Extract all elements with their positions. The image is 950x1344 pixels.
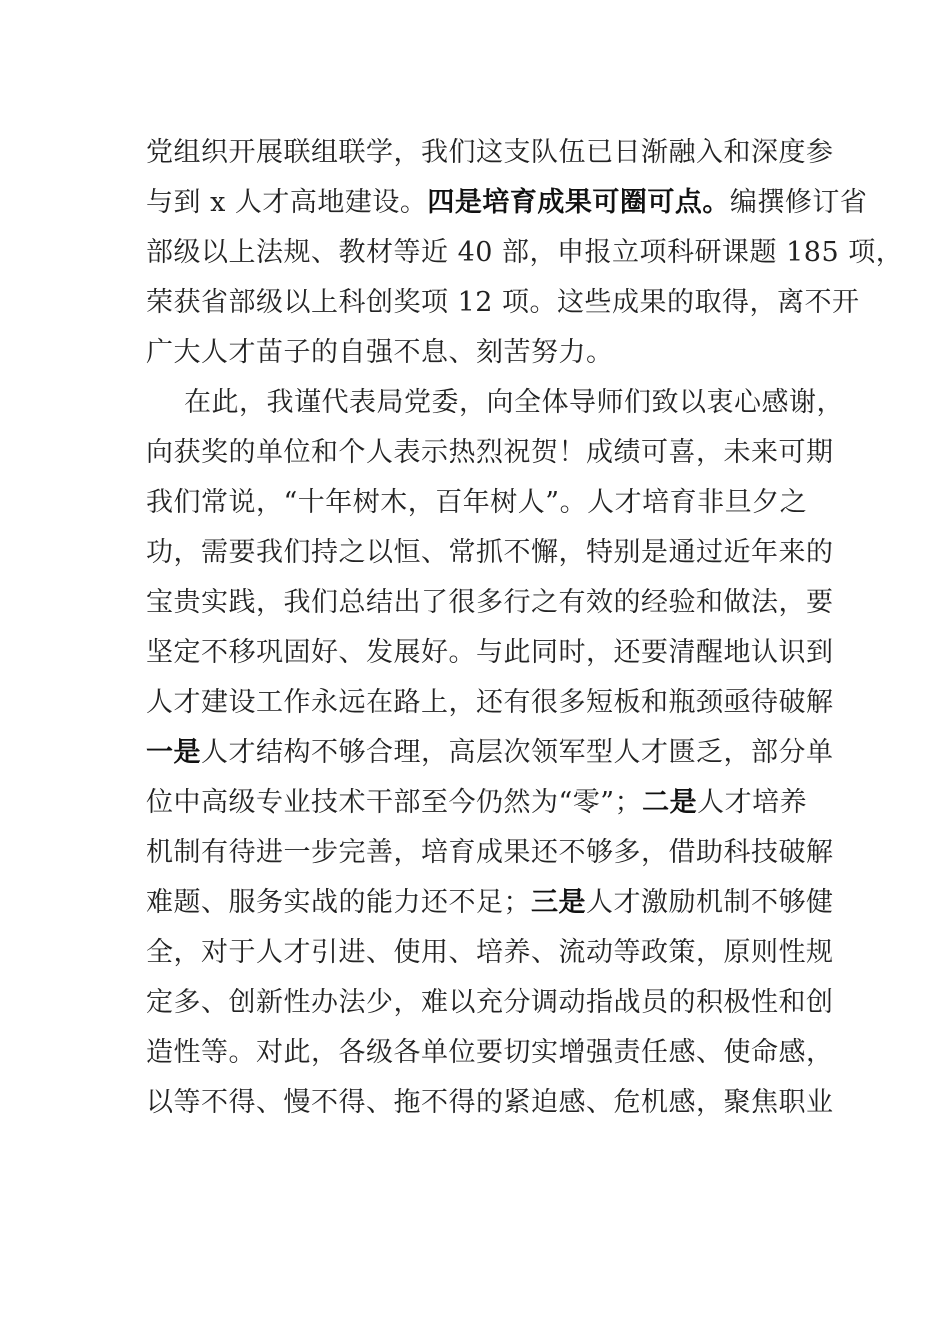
text-line bbox=[146, 178, 868, 228]
bold-heading-4: 四是培育成果可圈可点。 bbox=[427, 187, 730, 218]
bold-marker-1: 一是 bbox=[146, 737, 201, 768]
text-line bbox=[146, 628, 834, 678]
line-text: 人才激励机制不够健 bbox=[586, 887, 834, 918]
line-text: 坚定不移巩固好、发展好。与此同时，还要清醒地认识到 bbox=[146, 637, 834, 668]
bold-marker-3: 三是 bbox=[531, 887, 586, 918]
line-text: 广大人才苗子的自强不息、刻苦努力。 bbox=[146, 337, 614, 368]
text-line bbox=[146, 1028, 834, 1078]
line-text: 荣获省部级以上科创奖项 12 项。这些成果的取得，离不开 bbox=[146, 287, 860, 318]
line-text: 定多、创新性办法少，难以充分调动指战员的积极性和创 bbox=[146, 987, 834, 1018]
line-text: 造性等。对此，各级各单位要切实增强责任感、使命感， bbox=[146, 1037, 834, 1068]
line-text: 人才培养 bbox=[697, 787, 808, 818]
text-line bbox=[146, 1078, 834, 1128]
text-line bbox=[146, 978, 834, 1028]
line-text: 机制有待进一步完善，培育成果还不够多，借助科技破解 bbox=[146, 837, 834, 868]
line-text: 功，需要我们持之以恒、常抓不懈，特别是通过近年来的 bbox=[146, 537, 834, 568]
text-line bbox=[146, 328, 826, 378]
text-line bbox=[146, 128, 834, 178]
line-text: 部级以上法规、教材等近 40 部，申报立项科研课题 185 项， bbox=[146, 237, 904, 268]
text-line bbox=[146, 678, 834, 728]
line-text: 在此，我谨代表局党委，向全体导师们致以衷心感谢， bbox=[184, 387, 844, 418]
line-text: 我们常说，“十年树木，百年树人”。人才培育非旦夕之 bbox=[146, 487, 808, 518]
text-line bbox=[146, 828, 834, 878]
line-text: 难题、服务实战的能力还不足； bbox=[146, 887, 531, 918]
body-text bbox=[146, 128, 904, 1128]
line-text: 人才结构不够合理，高层次领军型人才匮乏，部分单 bbox=[201, 737, 834, 768]
line-text: 编撰修订省 bbox=[729, 187, 868, 218]
text-line bbox=[146, 528, 834, 578]
text-line bbox=[146, 228, 904, 278]
line-text: 以等不得、慢不得、拖不得的紧迫感、危机感，聚焦职业 bbox=[146, 1087, 834, 1118]
text-line bbox=[146, 878, 834, 928]
text-line bbox=[146, 478, 826, 528]
line-text: 全，对于人才引进、使用、培养、流动等政策，原则性规 bbox=[146, 937, 834, 968]
text-line bbox=[146, 278, 860, 328]
text-line bbox=[146, 928, 834, 978]
line-text: 向获奖的单位和个人表示热烈祝贺！成绩可喜，未来可期 bbox=[146, 437, 834, 468]
text-line bbox=[146, 378, 844, 428]
line-text: 党组织开展联组联学，我们这支队伍已日渐融入和深度参 bbox=[146, 137, 834, 168]
text-line bbox=[146, 728, 834, 778]
line-text: 宝贵实践，我们总结出了很多行之有效的经验和做法，要 bbox=[146, 587, 834, 618]
text-line bbox=[146, 428, 834, 478]
bold-marker-2: 二是 bbox=[642, 787, 698, 818]
text-line bbox=[146, 778, 826, 828]
line-text: 与到 x 人才高地建设。 bbox=[146, 187, 428, 218]
line-text: 位中高级专业技术干部至今仍然为“零”； bbox=[146, 787, 643, 818]
line-text: 人才建设工作永远在路上，还有很多短板和瓶颈亟待破解 bbox=[146, 687, 834, 718]
text-line bbox=[146, 578, 834, 628]
